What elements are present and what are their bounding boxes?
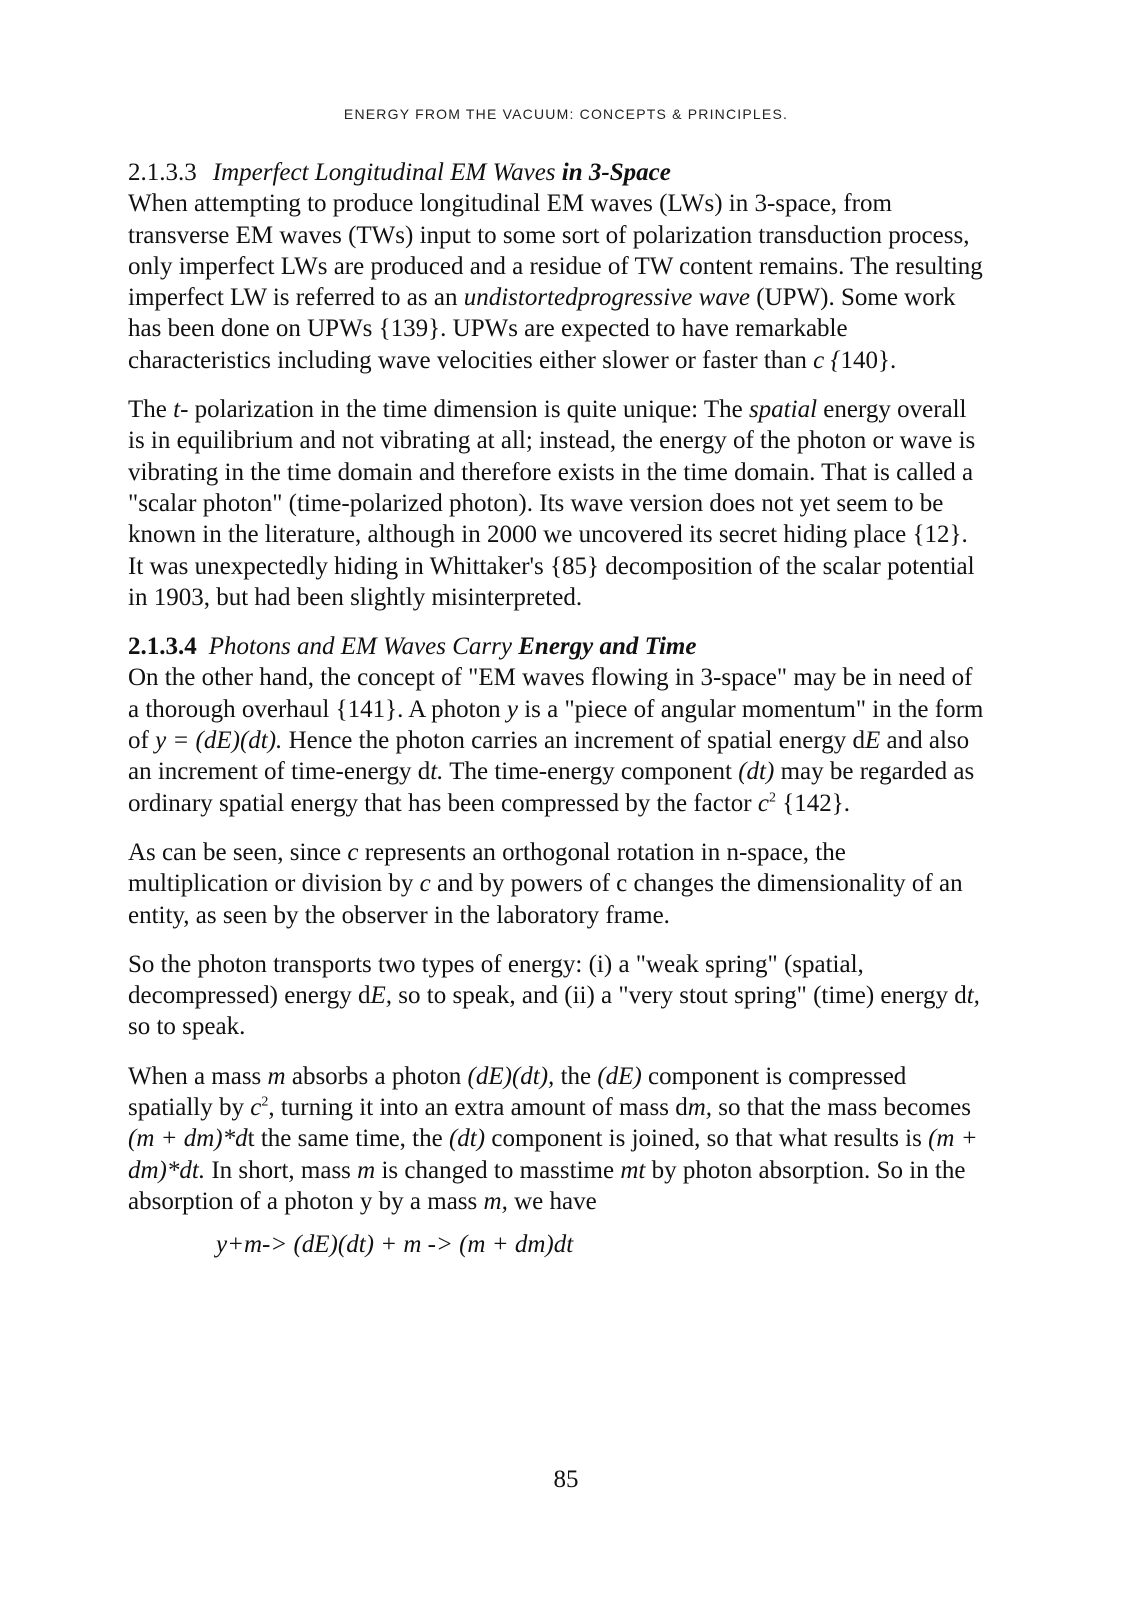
text-run: {142}. xyxy=(775,789,850,817)
text-run-italic: y xyxy=(506,695,518,723)
text-run: the xyxy=(554,1062,598,1090)
text-run-italic: undistortedprogressive wave xyxy=(463,284,751,312)
text-run-italic: (dt) xyxy=(738,758,775,786)
section-number: 2.1.3.3 xyxy=(128,159,197,186)
text-run: Hence the photon carries an increment of spatial energy d xyxy=(282,727,865,755)
text-run-italic: c xyxy=(757,789,769,817)
text-run: so to speak, and (ii) a "very stout spring" (time) energy d xyxy=(392,982,967,1010)
text-run-italic: (dE) xyxy=(597,1062,642,1090)
text-run: is changed to masstime xyxy=(375,1156,621,1184)
paragraph-4 xyxy=(128,837,988,931)
text-run: On the other hand, the concept of "EM waves flowing in 3-space" may be in need of a thorough overhaul {141}. A photon xyxy=(128,664,973,723)
section-title: Imperfect Longitudinal EM Waves xyxy=(212,159,556,186)
text-run: represents an orthogonal rotation in n-space, the multiplication or division by xyxy=(128,838,846,898)
text-run-italic: (dt) xyxy=(448,1125,486,1153)
text-run-italic: t. xyxy=(430,758,444,786)
text-run: so to speak. xyxy=(128,1013,246,1041)
text-run: , turning it into an extra amount of mass d xyxy=(268,1094,688,1122)
text-run: The xyxy=(128,396,174,424)
section-heading-2-1-3-3 xyxy=(128,157,988,188)
text-run-italic: m, xyxy=(687,1094,713,1122)
text-run-italic: t, xyxy=(966,982,980,1010)
text-run: t the same time, the xyxy=(247,1125,449,1153)
text-run-italic: y = (dE)(dt). xyxy=(155,727,283,755)
text-run: is a "piece of angular momentum" in the form of xyxy=(128,695,984,755)
paragraph-2 xyxy=(128,394,988,613)
text-run: energy overall is in equilibrium and not vibrating at all; instead, the energy of the photon or wave is vibrating in the time domain and therefore exists in the time domain. That is called a "scalar photon" (time-polarized photon). Its wave version does not yet seem to be known in the literature, although in 2000 we uncovered its secret hiding place {12}. It was unexpectedly hiding in Whittaker's {85} decomposition of the scalar potential in 1903, but had been slightly misinterpreted. xyxy=(128,396,976,611)
text-run-italic: (m + dm)*d xyxy=(128,1125,248,1153)
text-run: component is joined, so that what results is xyxy=(485,1125,929,1153)
text-run-italic: m, xyxy=(483,1187,508,1215)
text-run-italic: c xyxy=(250,1094,262,1122)
text-run-italic: c xyxy=(419,870,431,898)
text-run-italic: t- xyxy=(173,396,189,424)
paragraph-5 xyxy=(128,949,988,1043)
text-run: absorbs a photon xyxy=(285,1062,468,1090)
text-run: and by powers of c changes the dimensionality of an entity, as seen by the observer in the laboratory frame. xyxy=(128,870,963,929)
section-number: 2.1.3.4 xyxy=(128,633,197,661)
text-run: by photon absorption. So in the absorption of a photon y by a mass xyxy=(128,1156,966,1215)
text-run: so that the mass becomes xyxy=(712,1094,971,1122)
text-run: component is compressed spatially by xyxy=(128,1062,907,1122)
text-run: may be regarded as ordinary spatial energy that has been compressed by the factor xyxy=(128,758,975,817)
text-run-italic: (dE)(dt), xyxy=(467,1062,555,1090)
text-run-italic: (m + dm)*dt. xyxy=(128,1125,978,1184)
text-run-italic: c xyxy=(347,838,359,866)
text-run: So the photon transports two types of energy: (i) a "weak spring" (spatial, decompressed) energy d xyxy=(128,950,864,1010)
section-title-emphasis: Energy and Time xyxy=(518,633,697,661)
text-run: The time-energy component xyxy=(443,758,739,786)
superscript: 2 xyxy=(768,790,776,806)
equation: y+m-> (dE)(dt) + m -> (m + dm)dt xyxy=(216,1231,574,1259)
paragraph-6 xyxy=(128,1061,988,1217)
text-run: we have xyxy=(507,1187,597,1215)
text-run-italic: E xyxy=(864,727,881,755)
running-head: ENERGY FROM THE VACUUM: CONCEPTS & PRINCIPLES. xyxy=(343,106,789,122)
text-run-italic: E, xyxy=(370,982,393,1010)
text-run-italic: m xyxy=(357,1156,376,1184)
text-run: (UPW). Some work has been done on UPWs {139}. UPWs are expected to have remarkable characteristics including wave velocities either slower or faster than xyxy=(128,284,956,374)
section-title-emphasis: in 3-Space xyxy=(561,159,671,186)
section-title: Photons and EM Waves Carry xyxy=(208,633,512,661)
page-content xyxy=(128,157,988,1261)
superscript: 2 xyxy=(261,1094,269,1110)
text-run-italic: mt xyxy=(620,1156,646,1184)
section-heading-2-1-3-4 xyxy=(128,631,988,662)
page-number: 85 xyxy=(553,1466,579,1493)
paragraph-1 xyxy=(128,188,988,376)
text-run: 140}. xyxy=(840,346,897,374)
text-run-italic: m xyxy=(267,1062,286,1090)
text-run: polarization in the time dimension is quite unique: The xyxy=(188,396,749,424)
paragraph-3 xyxy=(128,662,988,818)
text-run: As can be seen, since xyxy=(128,838,348,866)
text-run: When a mass xyxy=(128,1062,268,1090)
text-run: and also an increment of time-energy d xyxy=(128,727,970,786)
text-run-italic: c { xyxy=(813,346,841,374)
text-run: In short, mass xyxy=(205,1156,358,1184)
text-run: When attempting to produce longitudinal EM waves (LWs) in 3-space, from transverse EM waves (TWs) input to some sort of polarization transduction process, only imperfect LWs are produced and a residue of TW content remains. The resulting imperfect LW is referred to as an xyxy=(128,190,983,312)
text-run-italic: spatial xyxy=(748,396,818,424)
